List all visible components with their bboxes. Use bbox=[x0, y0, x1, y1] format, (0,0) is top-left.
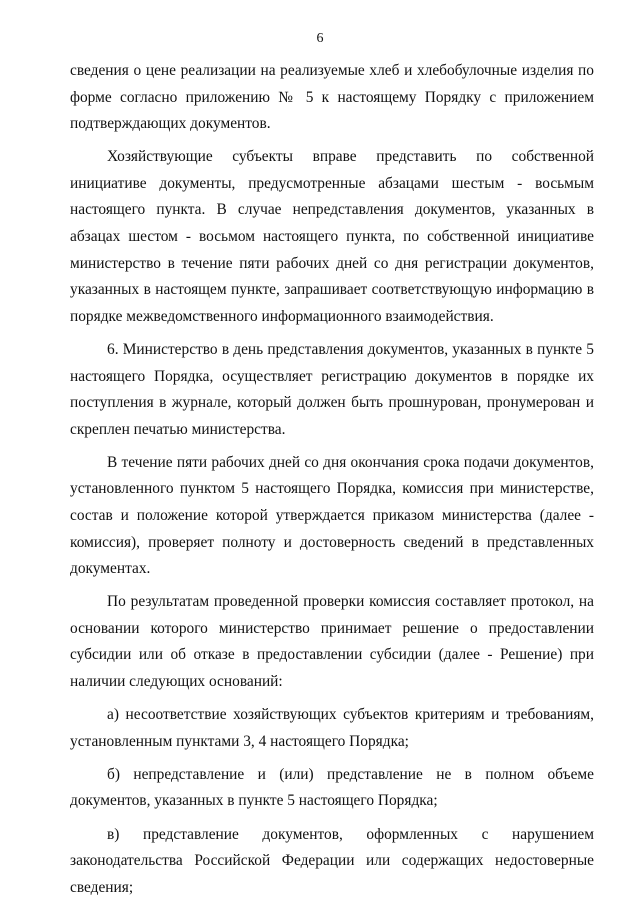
document-body bbox=[70, 58, 594, 908]
paragraph-point-6: 6. Министерство в день представления документов, указанных в пункте 5 настоящего Порядка, осуществляет регистрацию документов в порядке их поступления в журнале, который должен быть прошнурован, пронумерован и скреплен печатью министерства. bbox=[70, 340, 594, 438]
page-number: 6 bbox=[316, 31, 324, 46]
list-item-v: в) представление документов, оформленных с нарушением законодательства Российской Федерации или содержащих недостоверные сведения; bbox=[70, 825, 594, 896]
paragraph-protocol-decision: По результатам проведенной проверки комиссия составляет протокол, на основании которого министерство принимает решение о предоставлении субсидии или об отказе в предоставлении субсидии (далее - Решение) при наличии следующих оснований: bbox=[70, 593, 594, 691]
list-item-a: а) несоответствие хозяйствующих субъектов критериям и требованиям, установленным пунктами 3, 4 настоящего Порядка; bbox=[70, 706, 594, 750]
paragraph-commission-review: В течение пяти рабочих дней со дня окончания срока подачи документов, установленного пунктом 5 настоящего Порядка, комиссия при министерстве, состав и положение которой утверждается приказом министерства (далее - комиссия), проверяет полноту и достоверность сведений в представленных документах. bbox=[70, 453, 594, 578]
list-item-b: б) непредставление и (или) представление не в полном объеме документов, указанных в пункте 5 настоящего Порядка; bbox=[70, 765, 594, 810]
paragraph-initiative-documents: Хозяйствующие субъекты вправе представить по собственной инициативе документы, предусмотренные абзацами шестым - восьмым настоящего пункта. В случае непредставления документов, указанных в абзацах шестом - восьмом настоящего пункта, по собственной инициативе министерство в течение пяти рабочих дней со дня регистрации документов, указанных в настоящем пункте, запрашивает соответствующую информацию в порядке межведомственного информационного взаимодействия. bbox=[70, 148, 594, 325]
paragraph-continuation: сведения о цене реализации на реализуемые хлеб и хлебобулочные изделия по форме согласно приложению № 5 к настоящему Порядку с приложением подтверждающих документов. bbox=[70, 62, 594, 133]
